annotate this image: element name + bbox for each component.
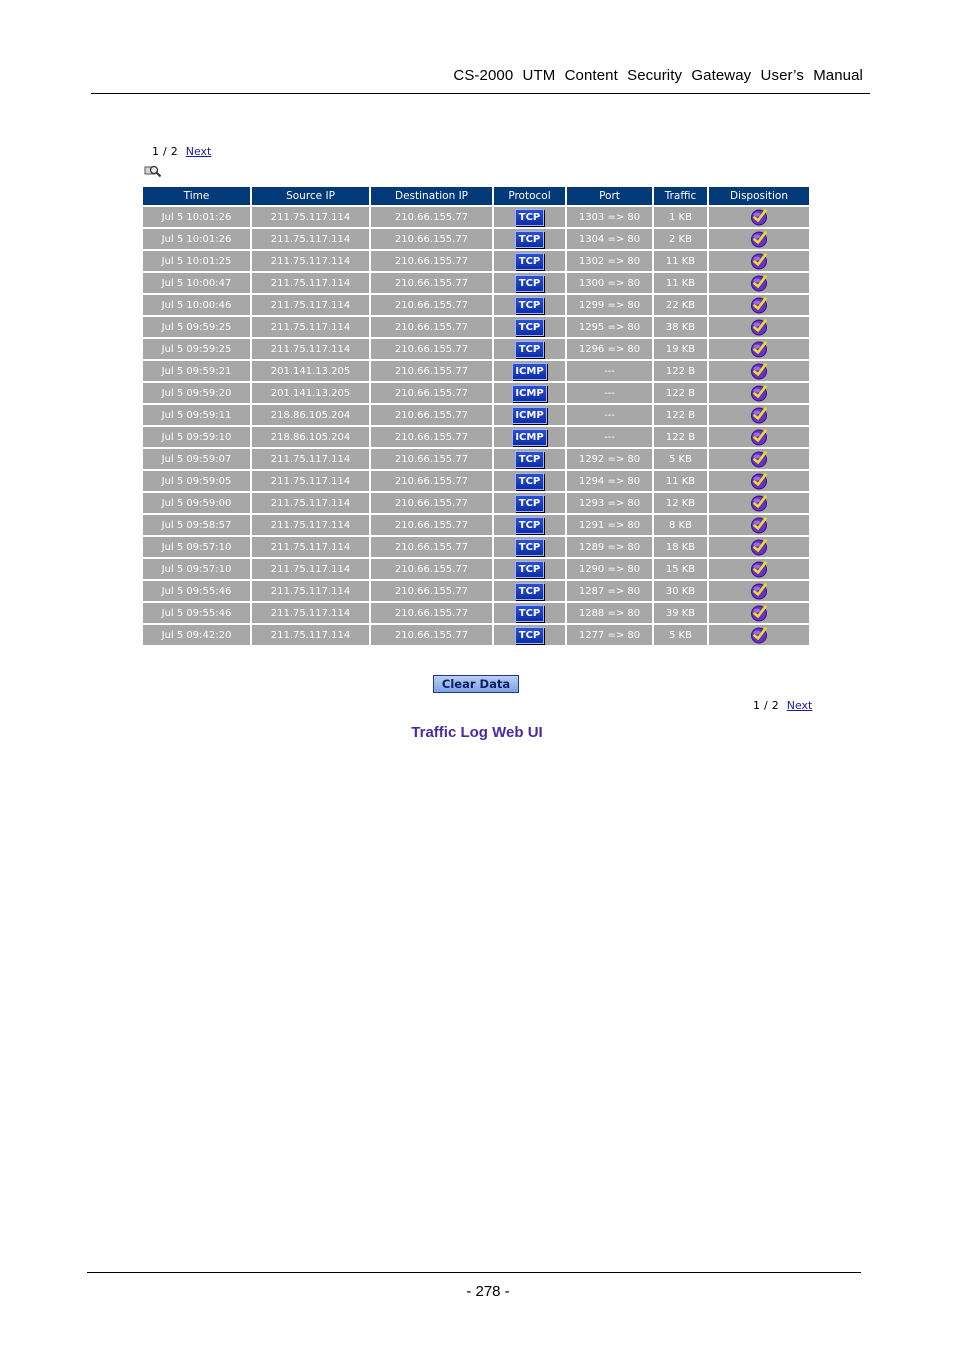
cell-disposition (709, 361, 809, 381)
cell-time: Jul 5 09:42:20 (143, 625, 250, 645)
cell-disposition (709, 493, 809, 513)
cell-traffic: 15 KB (654, 559, 707, 579)
cell-time: Jul 5 09:58:57 (143, 515, 250, 535)
cell-disposition (709, 603, 809, 623)
cell-time: Jul 5 09:59:11 (143, 405, 250, 425)
cell-destination-ip: 210.66.155.77 (371, 603, 492, 623)
table-row (143, 361, 809, 381)
protocol-badge-icon: TCP (515, 451, 545, 468)
column-header-time: Time (143, 187, 250, 205)
table-row (143, 383, 809, 403)
cell-destination-ip: 210.66.155.77 (371, 361, 492, 381)
cell-protocol (494, 625, 565, 645)
protocol-badge-icon: TCP (515, 517, 545, 534)
cell-port: --- (567, 383, 652, 403)
column-header-traffic: Traffic (654, 187, 707, 205)
table-row (143, 559, 809, 579)
cell-port: 1287 => 80 (567, 581, 652, 601)
cell-disposition (709, 427, 809, 447)
cell-traffic: 8 KB (654, 515, 707, 535)
cell-traffic: 122 B (654, 427, 707, 447)
next-page-link[interactable]: Next (786, 699, 813, 712)
cell-time: Jul 5 09:59:25 (143, 317, 250, 337)
pass-check-icon (750, 300, 768, 311)
cell-traffic: 5 KB (654, 449, 707, 469)
cell-source-ip: 211.75.117.114 (252, 449, 369, 469)
cell-source-ip: 218.86.105.204 (252, 405, 369, 425)
cell-source-ip: 211.75.117.114 (252, 559, 369, 579)
cell-disposition (709, 449, 809, 469)
cell-port: 1294 => 80 (567, 471, 652, 491)
magnifier-icon[interactable] (144, 164, 162, 178)
cell-destination-ip: 210.66.155.77 (371, 471, 492, 491)
table-row (143, 273, 809, 293)
column-header-source-ip: Source IP (252, 187, 369, 205)
pager-separator: / (764, 699, 768, 712)
protocol-badge-icon: TCP (515, 561, 545, 578)
cell-protocol (494, 207, 565, 227)
protocol-badge-icon: TCP (515, 473, 545, 490)
cell-disposition (709, 229, 809, 249)
pass-check-icon (750, 630, 768, 641)
cell-traffic: 122 B (654, 383, 707, 403)
protocol-badge-icon: TCP (515, 319, 545, 336)
protocol-badge-icon: TCP (515, 627, 545, 644)
table-header-row (143, 187, 809, 205)
table-row (143, 625, 809, 645)
cell-time: Jul 5 09:59:00 (143, 493, 250, 513)
cell-disposition (709, 537, 809, 557)
protocol-badge-icon: TCP (515, 583, 545, 600)
cell-destination-ip: 210.66.155.77 (371, 339, 492, 359)
table-body (143, 207, 809, 645)
cell-protocol (494, 449, 565, 469)
cell-traffic: 12 KB (654, 493, 707, 513)
cell-protocol (494, 251, 565, 271)
cell-traffic: 2 KB (654, 229, 707, 249)
cell-disposition (709, 405, 809, 425)
cell-protocol (494, 339, 565, 359)
pager-top (152, 145, 211, 158)
pass-check-icon (750, 542, 768, 553)
table-row (143, 317, 809, 337)
table-row (143, 581, 809, 601)
pass-check-icon (750, 256, 768, 267)
cell-port: 1299 => 80 (567, 295, 652, 315)
protocol-badge-icon: TCP (515, 253, 545, 270)
cell-source-ip: 211.75.117.114 (252, 251, 369, 271)
table-row (143, 449, 809, 469)
protocol-badge-icon: TCP (515, 539, 545, 556)
column-header-disposition: Disposition (709, 187, 809, 205)
protocol-badge-icon: TCP (515, 495, 545, 512)
cell-disposition (709, 339, 809, 359)
cell-time: Jul 5 10:00:46 (143, 295, 250, 315)
protocol-badge-icon: TCP (515, 231, 545, 248)
cell-time: Jul 5 09:59:07 (143, 449, 250, 469)
pass-check-icon (750, 564, 768, 575)
cell-port: 1289 => 80 (567, 537, 652, 557)
pass-check-icon (750, 410, 768, 421)
cell-traffic: 38 KB (654, 317, 707, 337)
cell-source-ip: 211.75.117.114 (252, 581, 369, 601)
cell-source-ip: 211.75.117.114 (252, 229, 369, 249)
cell-destination-ip: 210.66.155.77 (371, 559, 492, 579)
column-header-destination-ip: Destination IP (371, 187, 492, 205)
pass-check-icon (750, 586, 768, 597)
pass-check-icon (750, 212, 768, 223)
cell-port: 1302 => 80 (567, 251, 652, 271)
cell-source-ip: 211.75.117.114 (252, 537, 369, 557)
cell-port: 1295 => 80 (567, 317, 652, 337)
cell-traffic: 11 KB (654, 251, 707, 271)
cell-traffic: 19 KB (654, 339, 707, 359)
cell-time: Jul 5 09:59:21 (143, 361, 250, 381)
table-row (143, 603, 809, 623)
cell-protocol (494, 493, 565, 513)
pass-check-icon (750, 608, 768, 619)
cell-protocol (494, 471, 565, 491)
cell-time: Jul 5 09:59:05 (143, 471, 250, 491)
cell-time: Jul 5 09:57:10 (143, 537, 250, 557)
cell-port: 1296 => 80 (567, 339, 652, 359)
next-page-link[interactable]: Next (185, 145, 212, 158)
cell-protocol (494, 559, 565, 579)
cell-time: Jul 5 09:59:25 (143, 339, 250, 359)
page-number: - 278 - (466, 1283, 510, 1300)
cell-time: Jul 5 09:55:46 (143, 581, 250, 601)
cell-protocol (494, 427, 565, 447)
cell-source-ip: 211.75.117.114 (252, 625, 369, 645)
cell-port: 1291 => 80 (567, 515, 652, 535)
protocol-badge-icon: TCP (515, 209, 545, 226)
cell-protocol (494, 515, 565, 535)
table-row (143, 207, 809, 227)
cell-port: 1277 => 80 (567, 625, 652, 645)
pass-check-icon (750, 344, 768, 355)
cell-protocol (494, 361, 565, 381)
cell-traffic: 122 B (654, 361, 707, 381)
cell-destination-ip: 210.66.155.77 (371, 493, 492, 513)
cell-destination-ip: 210.66.155.77 (371, 581, 492, 601)
cell-protocol (494, 317, 565, 337)
table-row (143, 405, 809, 425)
protocol-badge-icon: TCP (515, 297, 545, 314)
cell-source-ip: 211.75.117.114 (252, 603, 369, 623)
cell-disposition (709, 581, 809, 601)
table-row (143, 537, 809, 557)
cell-destination-ip: 210.66.155.77 (371, 295, 492, 315)
cell-destination-ip: 210.66.155.77 (371, 317, 492, 337)
cell-destination-ip: 210.66.155.77 (371, 207, 492, 227)
cell-destination-ip: 210.66.155.77 (371, 427, 492, 447)
cell-port: 1293 => 80 (567, 493, 652, 513)
protocol-badge-icon: ICMP (512, 407, 546, 424)
pager-total-pages: 2 (170, 145, 178, 158)
pager-total-pages: 2 (771, 699, 779, 712)
cell-source-ip: 218.86.105.204 (252, 427, 369, 447)
cell-port: 1288 => 80 (567, 603, 652, 623)
pass-check-icon (750, 432, 768, 443)
cell-disposition (709, 383, 809, 403)
cell-disposition (709, 207, 809, 227)
cell-destination-ip: 210.66.155.77 (371, 383, 492, 403)
table-row (143, 515, 809, 535)
cell-time: Jul 5 09:55:46 (143, 603, 250, 623)
pager-current-page: 1 (753, 699, 760, 712)
table-row (143, 251, 809, 271)
pass-check-icon (750, 520, 768, 531)
table-row (143, 339, 809, 359)
cell-source-ip: 211.75.117.114 (252, 207, 369, 227)
cell-source-ip: 201.141.13.205 (252, 383, 369, 403)
cell-disposition (709, 317, 809, 337)
cell-protocol (494, 537, 565, 557)
cell-time: Jul 5 10:01:25 (143, 251, 250, 271)
cell-port: --- (567, 405, 652, 425)
cell-traffic: 11 KB (654, 471, 707, 491)
cell-protocol (494, 603, 565, 623)
pass-check-icon (750, 234, 768, 245)
cell-traffic: 39 KB (654, 603, 707, 623)
protocol-badge-icon: ICMP (512, 429, 546, 446)
cell-source-ip: 211.75.117.114 (252, 317, 369, 337)
cell-destination-ip: 210.66.155.77 (371, 273, 492, 293)
cell-protocol (494, 383, 565, 403)
pager-current-page: 1 (152, 145, 159, 158)
cell-protocol (494, 405, 565, 425)
header-divider (91, 93, 870, 94)
pass-check-icon (750, 278, 768, 289)
column-header-protocol: Protocol (494, 187, 565, 205)
cell-time: Jul 5 09:59:20 (143, 383, 250, 403)
table-row (143, 229, 809, 249)
protocol-badge-icon: TCP (515, 605, 545, 622)
cell-traffic: 5 KB (654, 625, 707, 645)
pass-check-icon (750, 454, 768, 465)
cell-protocol (494, 295, 565, 315)
pager-separator: / (163, 145, 167, 158)
manual-header-title: CS-2000 UTM Content Security Gateway User’s Manual (453, 67, 863, 84)
pass-check-icon (750, 476, 768, 487)
cell-disposition (709, 273, 809, 293)
table-row (143, 493, 809, 513)
cell-disposition (709, 625, 809, 645)
table-row (143, 471, 809, 491)
protocol-badge-icon: TCP (515, 341, 545, 358)
cell-source-ip: 201.141.13.205 (252, 361, 369, 381)
cell-source-ip: 211.75.117.114 (252, 515, 369, 535)
pager-bottom (753, 699, 812, 712)
footer-divider (87, 1272, 861, 1273)
cell-port: --- (567, 427, 652, 447)
cell-port: 1304 => 80 (567, 229, 652, 249)
pass-check-icon (750, 366, 768, 377)
cell-disposition (709, 251, 809, 271)
protocol-badge-icon: TCP (515, 275, 545, 292)
cell-traffic: 122 B (654, 405, 707, 425)
protocol-badge-icon: ICMP (512, 363, 546, 380)
cell-time: Jul 5 10:01:26 (143, 229, 250, 249)
clear-data-button[interactable]: Clear Data (433, 675, 519, 693)
cell-disposition (709, 471, 809, 491)
cell-source-ip: 211.75.117.114 (252, 493, 369, 513)
cell-protocol (494, 229, 565, 249)
cell-traffic: 18 KB (654, 537, 707, 557)
cell-protocol (494, 581, 565, 601)
cell-disposition (709, 559, 809, 579)
protocol-badge-icon: ICMP (512, 385, 546, 402)
cell-disposition (709, 515, 809, 535)
cell-source-ip: 211.75.117.114 (252, 471, 369, 491)
cell-destination-ip: 210.66.155.77 (371, 537, 492, 557)
cell-source-ip: 211.75.117.114 (252, 339, 369, 359)
cell-traffic: 22 KB (654, 295, 707, 315)
cell-time: Jul 5 09:59:10 (143, 427, 250, 447)
cell-time: Jul 5 10:00:47 (143, 273, 250, 293)
cell-port: 1290 => 80 (567, 559, 652, 579)
cell-time: Jul 5 09:57:10 (143, 559, 250, 579)
cell-source-ip: 211.75.117.114 (252, 295, 369, 315)
cell-port: --- (567, 361, 652, 381)
cell-port: 1292 => 80 (567, 449, 652, 469)
cell-source-ip: 211.75.117.114 (252, 273, 369, 293)
cell-destination-ip: 210.66.155.77 (371, 515, 492, 535)
pass-check-icon (750, 498, 768, 509)
traffic-log-table (141, 185, 811, 647)
cell-destination-ip: 210.66.155.77 (371, 625, 492, 645)
cell-destination-ip: 210.66.155.77 (371, 405, 492, 425)
pass-check-icon (750, 322, 768, 333)
cell-destination-ip: 210.66.155.77 (371, 251, 492, 271)
cell-port: 1300 => 80 (567, 273, 652, 293)
cell-traffic: 30 KB (654, 581, 707, 601)
cell-traffic: 1 KB (654, 207, 707, 227)
table-row (143, 295, 809, 315)
cell-disposition (709, 295, 809, 315)
column-header-port: Port (567, 187, 652, 205)
table-row (143, 427, 809, 447)
cell-traffic: 11 KB (654, 273, 707, 293)
figure-caption: Traffic Log Web UI (411, 724, 543, 741)
cell-destination-ip: 210.66.155.77 (371, 229, 492, 249)
pass-check-icon (750, 388, 768, 399)
cell-time: Jul 5 10:01:26 (143, 207, 250, 227)
cell-port: 1303 => 80 (567, 207, 652, 227)
cell-destination-ip: 210.66.155.77 (371, 449, 492, 469)
cell-protocol (494, 273, 565, 293)
